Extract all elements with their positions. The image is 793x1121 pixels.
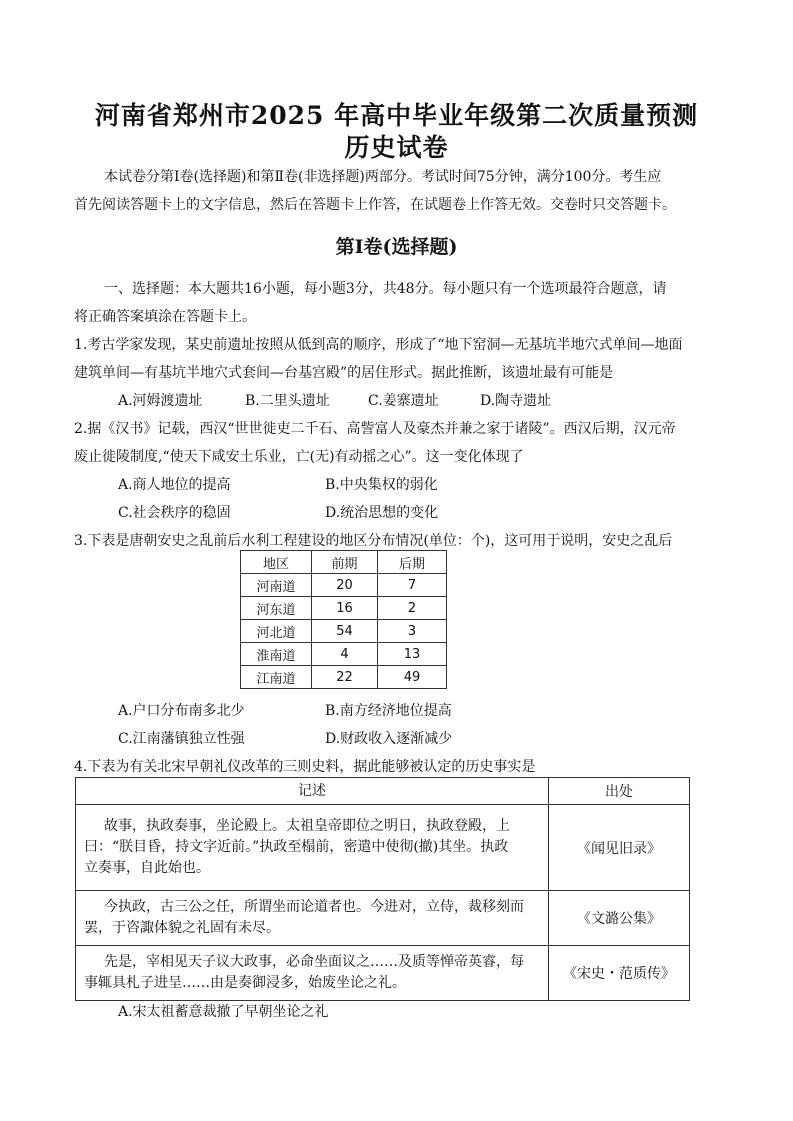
q1-stem-line-1: 1.考古学家发现，某史前遗址按照从低到高的顺序，形成了“地下窑洞—无基坑半地穴式单间—地面: [74, 337, 683, 353]
text-line: 先是，宰相见天子议大政事，必命坐面议之……及质等惮帝英睿，每: [104, 954, 524, 970]
table-header-cell: 出处: [549, 778, 690, 805]
table-cell: 13: [378, 643, 447, 666]
table-cell-source: 《文潞公集》: [549, 891, 690, 946]
q1-option-b: B.二里头遗址: [245, 393, 330, 409]
q2-option-d: D.统治思想的变化: [325, 505, 439, 521]
table-row: [76, 805, 690, 891]
q2-option-a: A.商人地位的提高: [118, 477, 231, 493]
table-header-cell: 记述: [76, 778, 549, 805]
q4-table: [75, 777, 690, 1001]
q2-option-b: B.中央集权的弱化: [325, 477, 438, 493]
table-row: [76, 946, 690, 1001]
section-title: 第Ⅰ卷(选择题): [335, 236, 458, 258]
q3-option-a: A.户口分布南多北少: [118, 703, 245, 719]
intro-line-1: 本试卷分第Ⅰ卷(选择题)和第Ⅱ卷(非选择题)两部分。考试时间75分钟，满分100分。考生应: [104, 169, 662, 185]
q1-option-a: A.河姆渡遗址: [118, 393, 203, 409]
table-cell: 54: [312, 620, 378, 643]
table-cell-text: [76, 946, 549, 1001]
table-cell-text: [76, 891, 549, 946]
table-row: [76, 891, 690, 946]
table-header-cell: 后期: [378, 551, 447, 574]
table-cell: 4: [312, 643, 378, 666]
instructions-line-2: 将正确答案填涂在答题卡上。: [74, 309, 256, 325]
table-row: [241, 574, 447, 597]
text-line: 罢，于咨諏体貌之礼固有未尽。: [84, 920, 280, 936]
table-header-row: [76, 778, 690, 805]
instructions-line-1: 一、选择题：本大题共16小题，每小题3分，共48分。每小题只有一个选项最符合题意，请: [104, 281, 667, 297]
table-cell: 20: [312, 574, 378, 597]
q2-option-c: C.社会秩序的稳固: [118, 505, 231, 521]
q3-option-d: D.财政收入逐渐减少: [325, 731, 453, 747]
q3-option-b: B.南方经济地位提高: [325, 703, 452, 719]
q3-option-c: C.江南藩镇独立性强: [118, 731, 245, 747]
table-row: [241, 666, 447, 689]
table-cell-text: [76, 805, 549, 891]
table-row: [241, 643, 447, 666]
exam-subject: 历史试卷: [344, 133, 449, 162]
table-cell: 2: [378, 597, 447, 620]
text-line: 今执政，古三公之任，所谓坐而论道者也。今进对，立侍，裁移刻而: [104, 899, 524, 915]
intro-line-2: 首先阅读答题卡上的文字信息，然后在答题卡上作答，在试题卷上作答无效。交卷时只交答题卡。: [74, 197, 676, 213]
q4-option-a: A.宋太祖蓄意裁撤了早朝坐论之礼: [118, 1004, 329, 1020]
q3-stem: 3.下表是唐朝安史之乱前后水利工程建设的地区分布情况(单位：个)，这可用于说明，安史之乱后: [74, 533, 673, 549]
table-cell: 16: [312, 597, 378, 620]
q2-stem-line-1: 2.据《汉书》记载，西汉“世世徙吏二千石、高訾富人及豪杰并兼之家于诸陵”。西汉后期，汉元帝: [74, 421, 676, 437]
q4-stem: 4.下表为有关北宋早朝礼仪改革的三则史料，据此能够被认定的历史事实是: [74, 759, 536, 775]
table-header-cell: 前期: [312, 551, 378, 574]
table-cell: 河东道: [241, 597, 312, 620]
q1-option-d: D.陶寺遗址: [480, 393, 552, 409]
table-cell: 河北道: [241, 620, 312, 643]
text-line: 曰：“朕目昏，持文字近前。”执政至榻前，密遣中使彻(撤)其坐。执政: [84, 839, 509, 855]
table-cell: 淮南道: [241, 643, 312, 666]
q1-option-c: C.姜寨遗址: [368, 393, 439, 409]
q1-stem-line-2: 建筑单间—有基坑半地穴式套间—台基宫殿”的居住形式。据此推断，该遗址最有可能是: [74, 365, 614, 381]
table-cell: 3: [378, 620, 447, 643]
q3-table: [240, 550, 447, 689]
table-cell-source: 《宋史・范质传》: [549, 946, 690, 1001]
table-header-row: [241, 551, 447, 574]
table-header-cell: 地区: [241, 551, 312, 574]
table-cell: 7: [378, 574, 447, 597]
table-cell: 河南道: [241, 574, 312, 597]
text-line: 故事，执政奏事，坐论殿上。太祖皇帝即位之明日，执政登殿，上: [104, 818, 510, 834]
table-cell: 49: [378, 666, 447, 689]
text-line: 立奏事，自此始也。: [84, 860, 210, 876]
table-row: [241, 620, 447, 643]
q2-stem-line-2: 废止徙陵制度,“使天下咸安土乐业，亡(无)有动摇之心”。这一变化体现了: [74, 449, 524, 465]
table-cell-source: 《闻见旧录》: [549, 805, 690, 891]
text-line: 事辄具札子进呈……由是奏御浸多，始废坐论之礼。: [84, 975, 406, 991]
table-cell: 江南道: [241, 666, 312, 689]
exam-title: 河南省郑州市2025 年高中毕业年级第二次质量预测: [94, 101, 699, 130]
table-cell: 22: [312, 666, 378, 689]
table-row: [241, 597, 447, 620]
